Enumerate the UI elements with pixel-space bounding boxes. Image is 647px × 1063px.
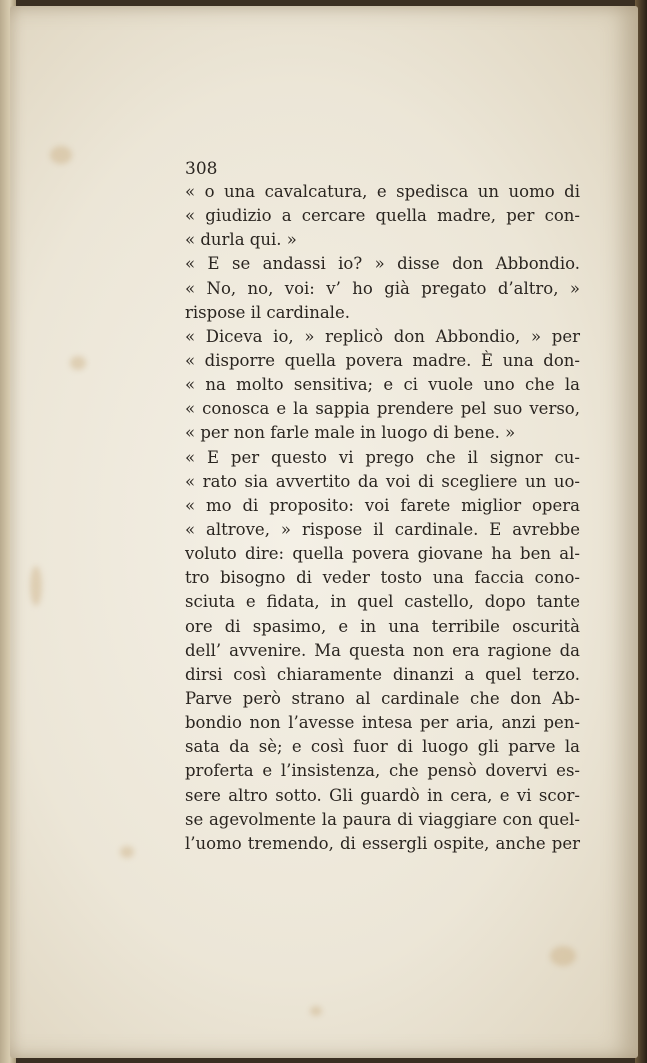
body-text [185, 158, 580, 856]
page-number: 308 [185, 159, 218, 179]
text-line: « per non farle male in luogo di bene. » [185, 423, 516, 443]
text-line: « E per questo vi prego che il signor cu- [185, 447, 580, 467]
text-line: « disporre quella povera madre. È una don- [185, 350, 580, 370]
text-line: bondio non l’avesse intesa per aria, anzi pen- [185, 713, 580, 733]
text-line: rispose il cardinale. [185, 302, 350, 322]
text-line: « conosca e la sappia prendere pel suo verso, [185, 399, 580, 419]
foxing-spot [550, 946, 576, 966]
text-line: sata da sè; e così fuor di luogo gli parve la [185, 737, 580, 757]
text-line: « E se andassi io? » disse don Abbondio. [185, 254, 580, 274]
text-line: « rato sia avvertito da voi di scegliere un uo- [185, 471, 580, 491]
text-line: « o una cavalcatura, e spedisca un uomo di [185, 182, 580, 201]
text-line: « Diceva io, » replicò don Abbondio, » per [185, 326, 580, 346]
text-line: tro bisogno di veder tosto una faccia cono- [185, 568, 580, 588]
foxing-spot [70, 356, 86, 370]
text-line: « altrove, » rispose il cardinale. E avrebbe [185, 519, 580, 539]
text-line: « No, no, voi: v’ ho già pregato d’altro, » [185, 278, 580, 298]
text-line: dell’ avvenire. Ma questa non era ragione da [185, 640, 580, 660]
text-line: voluto dire: quella povera giovane ha ben al- [185, 544, 580, 564]
text-line: se agevolmente la paura di viaggiare con quel- [185, 809, 580, 829]
foxing-spot [50, 146, 72, 164]
text-line: sere altro sotto. Gli guardò in cera, e vi scor- [185, 785, 580, 805]
text-line: « mo di proposito: voi farete miglior opera [185, 495, 580, 515]
text-lines [185, 180, 580, 856]
text-line: « giudizio a cercare quella madre, per con- [185, 206, 580, 226]
text-line: l’uomo tremendo, di essergli ospite, anche per [185, 833, 580, 853]
foxing-spot [310, 1006, 322, 1016]
foxing-spot [30, 566, 42, 606]
text-line: Parve però strano al cardinale che don Ab- [185, 688, 580, 708]
text-line: « na molto sensitiva; e ci vuole uno che la [185, 375, 580, 395]
text-line: ore di spasimo, e in una terribile oscurità [185, 616, 580, 636]
text-line: sciuta e fidata, in quel castello, dopo tante [185, 592, 580, 612]
text-line: proferta e l’insistenza, che pensò dovervi es- [185, 761, 580, 781]
text-line: dirsi così chiaramente dinanzi a quel terzo. [185, 664, 580, 684]
text-line: « durla qui. » [185, 230, 297, 250]
foxing-spot [120, 846, 134, 858]
